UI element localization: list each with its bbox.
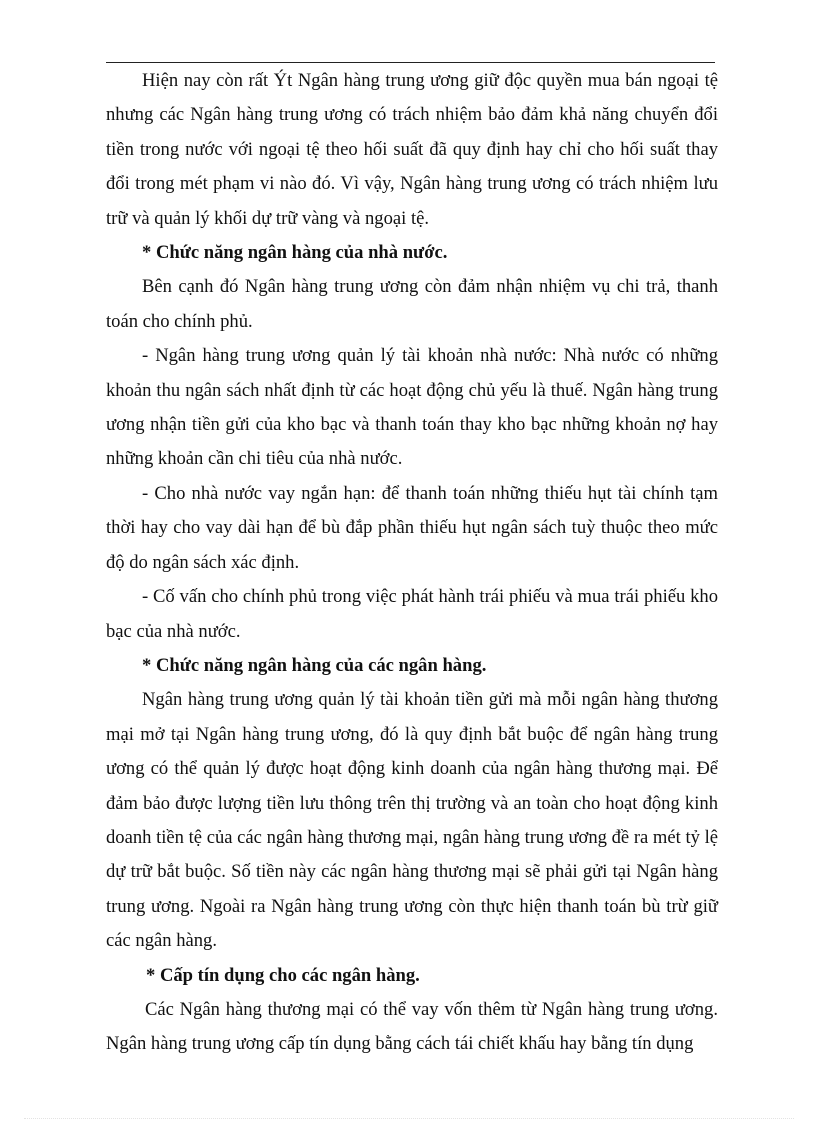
paragraph-state-accounts: - Ngân hàng trung ương quản lý tài khoản nhà nước: Nhà nước có những khoản thu ngân sách nhất định từ các hoạt động chủ yếu là thuế. Ngân hàng trung ương nhận tiền gửi của kho bạc và thanh toán thay kho bạc những khoản nợ hay những khoản cần chi tiêu của nhà nước. (106, 345, 718, 470)
heading-credit-to-banks: * Cấp tín dụng cho các ngân hàng. (146, 964, 420, 986)
document-body (106, 64, 718, 1062)
paragraph-credit-to-banks: Các Ngân hàng thương mại có thể vay vốn thêm từ Ngân hàng trung ương. Ngân hàng trung ương cấp tín dụng bằng cách tái chiết khấu hay bằng tín dụng (106, 998, 718, 1055)
paragraph-government-payments: Bên cạnh đó Ngân hàng trung ương còn đảm nhận nhiệm vụ chi trả, thanh toán cho chính phủ. (106, 276, 718, 332)
header-rule (106, 62, 715, 63)
paragraph-state-lending: - Cho nhà nước vay ngắn hạn: để thanh toán những thiếu hụt tài chính tạm thời hay cho vay dài hạn để bù đắp phần thiếu hụt ngân sách tuỳ thuộc theo mức độ do ngân sách xác định. (106, 482, 718, 573)
paragraph-foreign-exchange: Hiện nay còn rất Ýt Ngân hàng trung ương giữ độc quyền mua bán ngoại tệ nhưng các Ngân hàng trung ương có trách nhiệm bảo đảm khả năng chuyển đổi tiền trong nước với ngoại tệ theo hối suất đã quy định hay chỉ cho hối suất thay đổi trong mét phạm vi nào đó. Vì vậy, Ngân hàng trung ương có trách nhiệm lưu trữ và quản lý khối dự trữ vàng và ngoại tệ. (106, 70, 718, 229)
paragraph-bank-deposits: Ngân hàng trung ương quản lý tài khoản tiền gửi mà mỗi ngân hàng thương mại mở tại Ngân hàng trung ương, đó là quy định bắt buộc để ngân hàng trung ương có thể quản lý được hoạt động kinh doanh của ngân hàng thương mại. Để đảm bảo được lượng tiền lưu thông trên thị trường và an toàn cho hoạt động kinh doanh tiền tệ của các ngân hàng thương mại, ngân hàng trung ương đề ra mét tỷ lệ dự trữ bắt buộc. Số tiền này các ngân hàng thương mại sẽ phải gửi tại Ngân hàng trung ương. Ngoài ra Ngân hàng trung ương còn thực hiện thanh toán bù trừ giữ các ngân hàng. (106, 689, 718, 952)
paragraph-bond-advice: - Cố vấn cho chính phủ trong việc phát hành trái phiếu và mua trái phiếu kho bạc của nhà nước. (106, 586, 718, 642)
heading-state-banking-function: * Chức năng ngân hàng của nhà nước. (142, 242, 448, 264)
footer-dotted-rule (24, 1118, 794, 1119)
heading-bank-banking-function: * Chức năng ngân hàng của các ngân hàng. (142, 654, 487, 676)
